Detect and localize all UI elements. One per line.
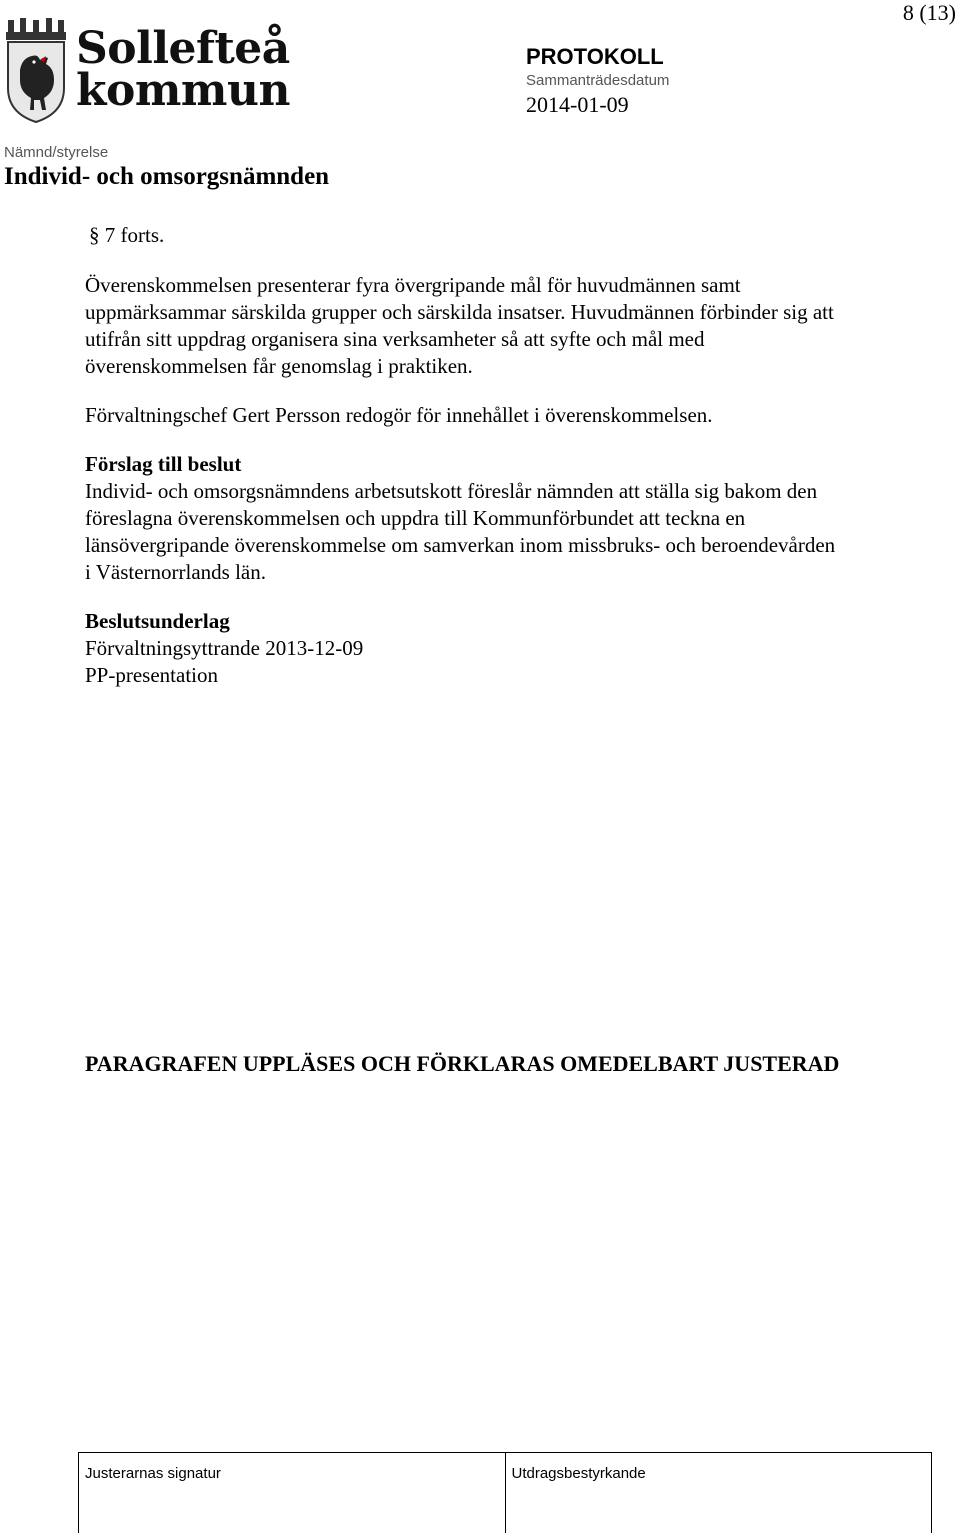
municipality-logo	[4, 18, 290, 128]
proposal-line: länsövergripande överenskommelse om samverkan inom missbruks- och beroendevården	[85, 533, 836, 557]
proposal-line: föreslagna överenskommelsen och uppdra till Kommunförbundet att teckna en	[85, 506, 746, 530]
intro-line: utifrån sitt uppdrag organisera sina verksamheter så att syfte och mål med	[85, 327, 705, 351]
logo-wordmark	[76, 23, 290, 116]
logo-line-1: Sollefteå	[76, 23, 290, 74]
presentation-paragraph: Förvaltningschef Gert Persson redogör för innehållet i överenskommelsen.	[85, 403, 713, 427]
proposal-line: Individ- och omsorgsnämndens arbetsutskott föreslår nämnden att ställa sig bakom den	[85, 479, 818, 503]
logo-line-2: kommun	[76, 65, 290, 116]
board-name: Individ- och omsorgsnämnden	[4, 163, 330, 190]
signature-cell-utdrag	[505, 1453, 932, 1533]
document-body	[85, 222, 935, 711]
document-type: PROTOKOLL	[526, 44, 664, 69]
section-reference: § 7 forts.	[89, 223, 165, 247]
meeting-date-label: Sammanträdesdatum	[526, 72, 670, 89]
board-label: Nämnd/styrelse	[4, 144, 109, 161]
basis-item: Förvaltningsyttrande 2013-12-09	[85, 636, 364, 660]
meeting-date: 2014-01-09	[526, 92, 629, 117]
basis-list	[85, 635, 935, 689]
proposal-line: i Västernorrlands län.	[85, 560, 266, 584]
intro-paragraph	[85, 272, 935, 380]
signature-cell-justerare	[79, 1453, 505, 1533]
page-number: 8 (13)	[902, 0, 956, 25]
proposal-heading: Förslag till beslut	[85, 452, 242, 476]
intro-line: uppmärksammar särskilda grupper och särskilda insatser. Huvudmännen förbinder sig att	[85, 300, 834, 324]
intro-line: Överenskommelsen presenterar fyra övergripande mål för huvudmännen samt	[85, 273, 741, 297]
proposal-paragraph	[85, 478, 935, 586]
signature-footer	[78, 1452, 932, 1533]
intro-line: överenskommelsen får genomslag i praktiken.	[85, 354, 473, 378]
basis-item: PP-presentation	[85, 663, 218, 687]
utdrag-label: Utdragsbestyrkande	[511, 1465, 646, 1482]
basis-heading: Beslutsunderlag	[85, 609, 230, 633]
coat-of-arms-icon	[4, 18, 68, 123]
justerare-label: Justerarnas signatur	[85, 1465, 221, 1482]
final-statement: PARAGRAFEN UPPLÄSES OCH FÖRKLARAS OMEDELBART JUSTERAD	[85, 1051, 840, 1076]
